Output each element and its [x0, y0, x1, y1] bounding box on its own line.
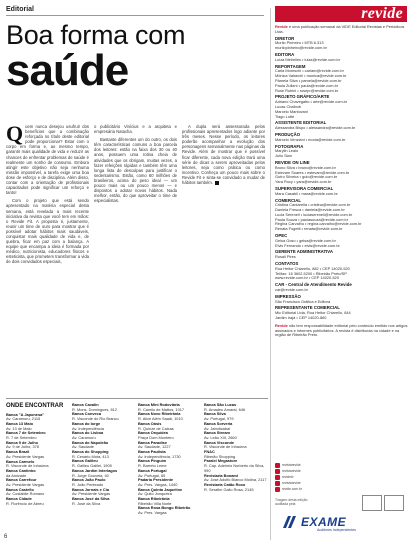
- list-item: Banca Castello Av. Costábile Romano: [6, 486, 45, 497]
- list-item: Banca Novo Ribeirânia R. Alice Além Saadi, 1010: [138, 411, 183, 422]
- masthead-line: Luiza Meirelles • luiza@revide.com.br: [275, 56, 340, 62]
- masthead-line: Estevam Soares • estevam@revide.com.br: [275, 169, 350, 175]
- list-item: Banca do Napoleão Av. Saudade: [72, 439, 109, 450]
- paragraph: A dupla será assessorada pelos profissionais apresentados logo adiante por três meses. Nesse período, os leitores poderão acompanhar a evolução dos personagens semanalmente nas páginas da Revide. Além de mostrar que é possível ficar diferente, cada nova edição trará uma série de dicas a serem aproveitadas pelos leitores, seja como prática ou como incentivo. Conheça um pouco mais sobre o Revide Fit e sinta-se convidado a mudar de hábitos também.: [182, 124, 265, 186]
- masthead-line: Rosali Pires: [275, 254, 296, 260]
- masthead-line: Adriano Chavegatto • arte@revide.com.br: [275, 99, 348, 105]
- list-item: Banca Orquídea Praça Dom Monteiro: [138, 430, 174, 440]
- list-item: FNAC Riberão Shopping: [204, 449, 236, 459]
- masthead-line: Paula Zullani • paula@revide.com.br: [275, 82, 339, 88]
- list-item: Padaria Presidente Av. Pres. Vargas, 1440: [138, 477, 178, 487]
- masthead-line: Renata Fogetti • renata@revide.com.br: [275, 226, 343, 232]
- masthead-line: Elvis Fernando • elvis@revide.com.br: [275, 242, 340, 248]
- list-item: Revistaria Bonami Av. José Adolfo Bianco Molina, 2117: [204, 472, 267, 483]
- masthead-section-title: SUPERVISORA COMERCIAL: [275, 185, 334, 191]
- list-item: Banca Rosa Bongo Ribeirão Av. Pres. Vargas: [138, 505, 191, 516]
- social-icon: [275, 469, 280, 474]
- revide-logo: revide: [275, 6, 407, 22]
- list-item: Banca Quinta Jaqueline Av. Quito Junqueira: [138, 486, 183, 497]
- list-item: Banca Carrefour Av. Presidente Vargas: [6, 477, 45, 488]
- social-icon: [275, 475, 280, 480]
- masthead-section-title: ASSISTENTE EDITORIAL: [275, 120, 327, 126]
- social-link[interactable]: revide.com.br: [275, 486, 315, 492]
- masthead-line: São Francisco Gráfica e Editora: [275, 298, 331, 304]
- list-item: Banca Galileu R. Galileu Galilei, 1905: [72, 458, 112, 469]
- list-item: Banca Sorveria Av. Jaboticabal: [204, 420, 233, 431]
- masthead-section-title: EDITORA: [275, 51, 295, 57]
- masthead-section-title: IMPRESSÃO: [275, 293, 301, 299]
- editorial-column: [6, 6, 268, 516]
- list-item: Banca Paradise Av. Saudade, 1227: [138, 439, 171, 450]
- masthead-line: Carla Moreschi • carlam@revide.com.br: [275, 68, 344, 74]
- certification-seal-icon: [362, 495, 382, 511]
- list-item: Banca do Iorge Av. Independência: [72, 420, 104, 431]
- masthead-line: Daniela Fresca • daniela@revide.com.br: [275, 207, 345, 213]
- list-item: Paralel Megastore R. Cap. Adelmio Norberto da Silva, 990: [204, 458, 265, 473]
- masthead-line: Jardim Irajá • CEP 14020-860: [275, 315, 327, 321]
- masthead-credits: [275, 25, 409, 338]
- masthead-column: [275, 6, 409, 338]
- list-item: Banca José da Silva R. José da Silva: [72, 496, 110, 506]
- masthead-section-title: DIRETOR: [275, 35, 295, 41]
- masthead-line: Alessandra Bispo • alessandra@revide.com.br: [275, 125, 356, 131]
- headline-line2: saúde: [6, 46, 129, 95]
- list-item: Banca do Lisboa Av. Caramuru: [72, 430, 104, 440]
- paragraph: Quem nunca desejou usufruir dos benefícios que a combinação reforçada no título deste editorial pode proporcionar? Estar com o corpo em forma e, ao mesmo tempo, garantir mais qualidade de vida e reduzir as chances de enfrentar problemas de saúde é realmente um sonho de consumo. Embora atingir este objetivo não seja nenhuma missão impossível, a tarefa exige uma boa dose de esforço e de disciplina. Além disso, contar com a orientação de profissionais capacitados pode significar um reforço e tanto!: [6, 121, 89, 196]
- body-column-2: [94, 124, 177, 206]
- paragraph: Bastante diferentes um do outro, os dois têm características comuns a boa parcela dos leitores: estão na faixa dos 30 ou 40 anos, possuem uma rotina cheia de atividades que os obrigam, muitas vezes, a fazer refeições rápidas e também têm uma longa lista de desculpas para justificar o sedentarismo. Estão, como 60 milhões de brasileiros, acima do peso ideal — um pouco mais ou um pouco menos — e dispostos a adotar novos hábitos. Nada melhor, então, do que aproveitar o time de especialistas.: [94, 137, 177, 204]
- list-item: Banca Jardim Interlagos R. Jorge Gouveia, 40: [72, 467, 118, 478]
- newsstand-list: [6, 398, 268, 539]
- body-column-1: [6, 121, 89, 268]
- masthead-section-title: PROJETO GRÁFICO/ARTE: [275, 94, 330, 100]
- masthead-section-title: COMERCIAL: [275, 197, 302, 203]
- list-item: Banca Cavalin R. Mons. Domingues, 812: [72, 402, 117, 412]
- masthead-line: Lucia Sereneli • luciasereneli@revide.com.br: [275, 211, 353, 217]
- masthead-line: Mônica Valsechi • monica@revide.com.br: [275, 73, 347, 79]
- list-column-2: [72, 403, 135, 506]
- list-item: Banca São Lucas R. Amadeu Amaral, 646: [204, 402, 246, 412]
- masthead-section-title: PRODUÇÃO: [275, 131, 301, 137]
- masthead-section-title: REPORTAGEM: [275, 63, 306, 69]
- masthead-line: Tiago Lotte: [275, 113, 295, 119]
- masthead-section-title: FOTOGRAFIA: [275, 143, 304, 149]
- list-item: Banca Portugal Av. Portugal, 65: [138, 467, 167, 478]
- list-item: Banca Visconde R. Visconde de Inhaúma: [204, 439, 247, 450]
- certification-seal-icon: [384, 495, 404, 511]
- masthead-line: Marylin Lealo: [275, 148, 299, 154]
- social-link[interactable]: revistarevide: [275, 468, 315, 474]
- list-item: Revistaria Catão Roxo R. Serafim Gallo Rosa, 2145: [204, 481, 254, 492]
- masthead-line: Gutro Silveira • guto@revide.com.br: [275, 174, 338, 180]
- list-item: Banca Silva Av. Portugal, 979: [204, 411, 234, 422]
- list-item: Banca Mini Rodoviária R. Camilo de Mattos, 1017: [138, 402, 185, 412]
- masthead-line: Tel/fax: 16 3602.5200 • Ribeirão Preto/SP: [275, 270, 347, 276]
- masthead-line: car@revide.com.br: [275, 287, 308, 293]
- section-label: Editorial: [6, 6, 264, 16]
- list-item: Banca João Paulo R. João Penteado: [72, 477, 106, 487]
- masthead-line: Regina Carvalho • regina.carvalho@revide.com.br: [275, 221, 362, 227]
- masthead-line: Rose Rubini • rosepr@revide.com.br: [275, 87, 339, 93]
- masthead-section-title: CAR - Central de Atendimento Revide: [275, 282, 352, 288]
- list-item: Banca Ribeirânia Ribeirão Villa Norte: [138, 496, 172, 506]
- headline-line1: Boa forma com: [6, 20, 186, 50]
- list-item: Banca Carmelo R. Visconde de Inhaúma: [6, 458, 49, 469]
- list-column-3: [138, 403, 201, 516]
- masthead-section-title: CONTATOS: [275, 261, 299, 267]
- list-item: Banca do Shopping R. Cesário Mota, 413: [72, 449, 109, 459]
- masthead-line: Pâmela Silva • pamela@revide.com.br: [275, 77, 342, 83]
- exame-mark-icon: [283, 516, 297, 528]
- paragraph: o publicitário Vinícius e a arquiteta e empresária Natacha.: [94, 124, 177, 135]
- list-item: Banca Jornais e Cia Av. Presidente Vargas: [72, 486, 111, 497]
- masthead-line: Mara Casabil • mara@revide.com.br: [275, 190, 338, 196]
- column-divider: [270, 8, 271, 540]
- masthead-line: Paula Souza • paulasouza@revide.com.br: [275, 216, 349, 222]
- masthead-intro: Revide é uma publicação semanal da VIDE Editorial Revistas e Periódicos Ltda.: [275, 24, 405, 34]
- masthead-line: Julio Sian: [275, 153, 292, 159]
- list-item: Banca Pinguim R. Barreto Leme: [138, 458, 167, 469]
- list-column-1: [6, 403, 69, 507]
- list-item: Banca Paulista Av. Independência, 1730: [138, 449, 181, 459]
- masthead-line: Bruno Silva • bruno@revide.com.br: [275, 164, 336, 170]
- social-link[interactable]: revistarevide: [275, 462, 315, 468]
- masthead-line: Lucas Chalbub: [275, 103, 301, 109]
- list-item: Banca 7 de Setembro R. 7 de Setembro: [6, 430, 46, 441]
- list-item: Banca Oásis R. Quinze de Caixas: [138, 420, 174, 431]
- dropcap: Q: [6, 121, 24, 146]
- masthead-line: Murilo Pinheiro • MTB 6.313: [275, 40, 324, 46]
- masthead-line: Mic Editorial Ltda. Rua Heitor Chiarello, 844: [275, 310, 351, 316]
- body-column-3: [182, 124, 265, 188]
- masthead-line: Cristina Cantarella • cristina@revide.com.br: [275, 202, 351, 208]
- audit-note: Tiragem desta edição auditada pela: [275, 498, 308, 506]
- editorial-body: [6, 121, 268, 396]
- social-icon: [275, 463, 280, 468]
- masthead-section-title: REVIDE ON LINE: [275, 159, 310, 165]
- masthead-line: Rua Heitor Chiarello, 882 • CEP 14020-520: [275, 265, 350, 271]
- masthead-line: murilopinheiro@revide.com.br: [275, 45, 327, 51]
- list-item: Banca Cidade R. Florêncio de Abreu: [6, 496, 44, 506]
- masthead-line: Marcelo Mantovani: [275, 108, 308, 114]
- social-links: [275, 462, 315, 492]
- masthead-section-title: OPEC: [275, 233, 288, 239]
- paragraph: Com o projeto que está sendo apresentado na matéria especial desta semana, está revelada a mais recente iniciativa da revista que você tem em mãos: o Revide Fit. A proposta é, justamente, reunir um time de ouro para mostrar que é possível adotar hábitos mais saudáveis, conquistar mais qualidade de vida e, de quebra, ficar em paz com a balança. A equipe que encampa a ideia é formada por médico, nutricionista, educadores físicos e esteticista, que prometem transformar a vida de dois convidados especiais,: [6, 198, 89, 265]
- masthead-line: Yara Rucy • yara@revide.com.br: [275, 179, 332, 185]
- list-item: Banca 13 Maio Av. 13 de Maio: [6, 420, 34, 431]
- masthead-line: Marcelo Venziani • moda@revide.com.br: [275, 136, 346, 142]
- list-heading: ONDE ENCONTRAR: [6, 403, 64, 409]
- social-link[interactable]: revidetv: [275, 474, 315, 480]
- list-item: Banca Cantinho da Amizade: [6, 467, 36, 478]
- list-item: Banca 9 de Julho Av. 9 de Julho, 378: [6, 439, 39, 450]
- end-mark-icon: [215, 181, 219, 185]
- social-icon: [275, 481, 280, 486]
- list-column-4: [204, 403, 267, 492]
- social-icon: [275, 487, 280, 492]
- masthead-line: www.revide.com.br • CEP 14020-520: [275, 275, 340, 281]
- page-number: 6: [4, 534, 8, 540]
- masthead-section-title: GERENTE ADMINISTRATIVA: [275, 249, 333, 255]
- list-item: Banca Stream Av. Leão XIII, 2660: [204, 430, 237, 440]
- masthead-section-title: REPRESENTANTE COMERCIAL: [275, 305, 340, 311]
- list-item: Banca Brazil Av. Presidente Vargas: [6, 449, 45, 459]
- list-item: Banca "A Japonesa" Av. Caramuru, 2115: [6, 411, 45, 422]
- exame-logo: EXAME Auditores Independentes: [275, 512, 409, 534]
- social-link[interactable]: revistarevide: [275, 480, 315, 486]
- masthead-line: Gelsa Goso • gelsa@revide.com.br: [275, 237, 336, 243]
- disclaimer: Revide não tem responsabilidade editorial pelo conteúdo emitido nos artigos assinados e informes publicitários. A revista é distribuída na cidade e na região de Ribeirão Preto.: [275, 322, 408, 338]
- list-item: Banca Conveca R. Visconde do Rio Branco: [72, 411, 119, 422]
